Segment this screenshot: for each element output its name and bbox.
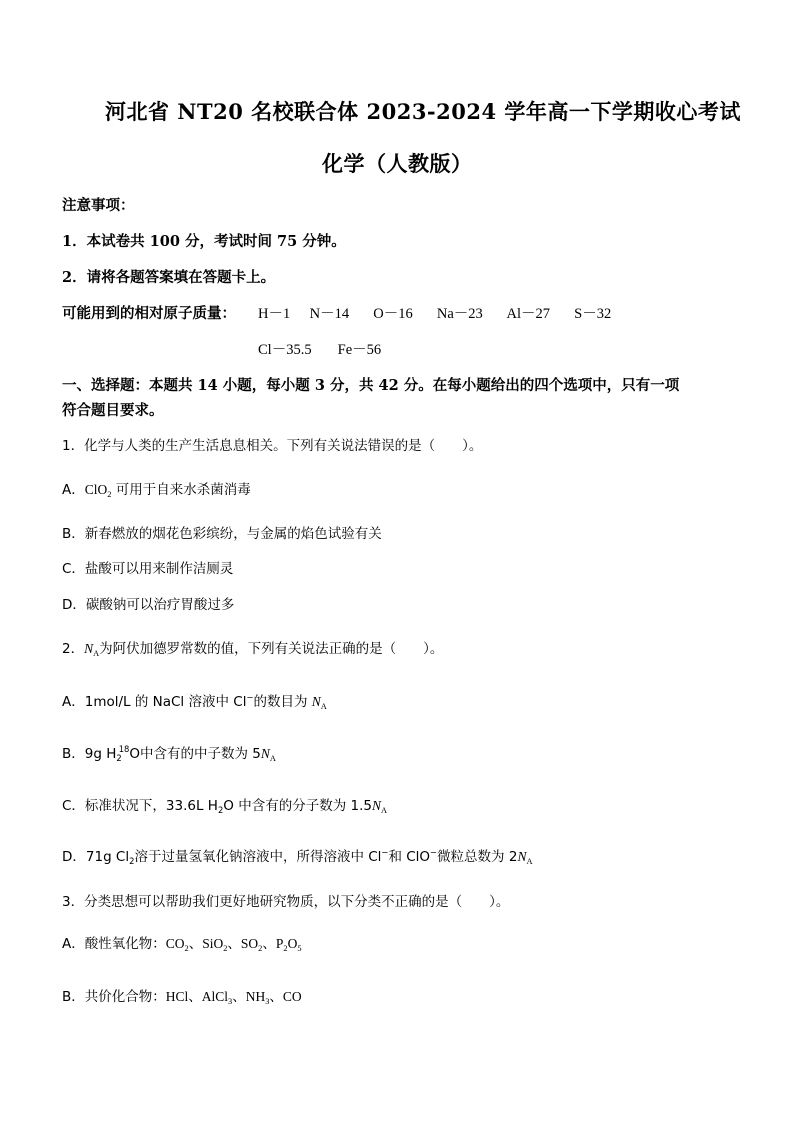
atomic-mass-line-1 <box>258 302 611 323</box>
q3-b-formula-2-sub: 3 <box>228 996 233 1006</box>
q2-b-na-sub: A <box>269 753 276 763</box>
section-heading-line-2: 符合题目要求。 <box>62 402 164 419</box>
q2-d-sup-2: − <box>430 847 438 858</box>
q3-option-b <box>62 985 302 1005</box>
notes-heading: 注意事项： <box>62 197 135 214</box>
q2-option-c <box>62 794 387 814</box>
q2-a-sup: − <box>246 692 254 703</box>
q1-option-a <box>62 478 251 498</box>
atomic-mass-na: Na－23 <box>436 306 483 322</box>
q2-d-text-2: 溶于过量氢氧化钠溶液中，所得溶液中 Cl <box>134 849 382 865</box>
q3-a-formula-2-sub: 2 <box>223 943 228 953</box>
q2-a-na-main: N <box>311 694 321 709</box>
q3-a-formula-4-sub-2: 5 <box>297 943 302 953</box>
q2-na-main: N <box>84 641 94 656</box>
q2-d-na-sub: A <box>526 856 533 866</box>
q2-c-na-main: N <box>371 798 381 813</box>
section-heading-line-1: 一、选择题：本题共 14 小题，每小题 3 分，共 42 分。在每小题给出的四个选项中，只有一项 <box>62 377 680 394</box>
q3-a-formula-2: SiO <box>202 936 224 951</box>
q1-option-a-prefix: A． <box>62 482 85 498</box>
q3-b-formula-4: CO <box>282 989 302 1004</box>
q3-b-formulas: HCl、AlCl$_3$、$NH_3$、CO <box>165 989 302 1006</box>
q2-number: 2． <box>62 641 85 657</box>
q3-a-formula-3: SO <box>240 936 259 951</box>
q2-d-sub: 2 <box>129 855 135 866</box>
q2-option-b <box>62 742 276 762</box>
q2-b-sup: 18 <box>118 744 130 755</box>
q3-stem: 3．分类思想可以帮助我们更好地研究物质，以下分类不正确的是（ ）。 <box>62 894 510 910</box>
atomic-mass-n: N－14 <box>309 306 350 322</box>
q3-b-formula-1: HCl <box>165 989 189 1004</box>
atomic-mass-o: O－16 <box>373 306 413 322</box>
q2-c-sub: 2 <box>217 804 224 815</box>
q3-b-formula-3-sub: 3 <box>265 996 270 1006</box>
q2-stem <box>62 637 443 657</box>
q3-a-formula-1-sub: 2 <box>184 943 189 953</box>
q2-b-na-main: N <box>260 746 270 761</box>
page-subtitle: 化学（人教版） <box>322 151 473 176</box>
atomic-mass-s: S－32 <box>574 306 612 322</box>
q3-a-formulas: $CO_2$、SiO$_2$、$SO_2$、$P_2O_5$ <box>165 936 302 953</box>
q2-option-d <box>62 845 533 865</box>
q3-a-formula-4: P <box>275 936 284 951</box>
q2-a-na-sub: A <box>320 701 327 711</box>
q2-stem-text: 为阿伏加德罗常数的值，下列有关说法正确的是（ ）。 <box>99 641 444 657</box>
q2-d-text-4: 微粒总数为 2 <box>437 849 518 865</box>
atomic-mass-fe: Fe－56 <box>337 342 382 358</box>
q2-b-text-1: B．9g H <box>62 746 117 762</box>
page-title: 河北省 NT20 名校联合体 2023-2024 学年高一下学期收心考试 <box>105 99 741 124</box>
q2-c-na <box>372 798 387 813</box>
q2-d-text-3: 和 ClO <box>388 849 431 865</box>
q2-na-sub: A <box>93 648 100 658</box>
q2-b-na <box>261 746 276 761</box>
atomic-mass-h: H－1 <box>258 306 291 322</box>
notes-item-1: 1．本试卷共 100 分，考试时间 75 分钟。 <box>62 233 346 250</box>
q1-stem: 1．化学与人类的生产生活息息相关。下列有关说法错误的是（ ）。 <box>62 438 483 454</box>
q3-a-formula-3-sub: 2 <box>258 943 263 953</box>
q1-formula-main: ClO <box>84 482 108 497</box>
q2-d-sup-1: − <box>381 847 389 858</box>
q1-option-a-formula <box>85 482 112 497</box>
atomic-mass-al: Al－27 <box>506 306 550 322</box>
q1-option-d: D．碳酸钠可以治疗胃酸过多 <box>62 597 235 613</box>
atomic-mass-label: 可能用到的相对原子质量： <box>62 305 236 322</box>
q2-c-na-sub: A <box>380 805 388 815</box>
atomic-mass-cl: Cl－35.5 <box>258 342 312 358</box>
q3-a-formula-4-sub-1: 2 <box>283 943 288 953</box>
q2-a-na <box>312 694 327 709</box>
q3-a-label: A．酸性氧化物： <box>62 936 166 952</box>
q1-formula-sub: 2 <box>107 489 112 499</box>
q2-d-na-main: N <box>517 849 527 864</box>
q2-a-text-2: 的数目为 <box>253 694 312 710</box>
q2-option-a <box>62 690 327 710</box>
atomic-mass-line-2 <box>258 338 381 359</box>
q2-b-text-2: O中含有的中子数为 5 <box>129 746 261 762</box>
q2-a-text-1: A．1mol/L 的 NaCl 溶液中 Cl <box>62 694 247 710</box>
q2-c-text-2: O 中含有的分子数为 1.5 <box>223 798 372 814</box>
q2-c-text-1: C．标准状况下，33.6L H <box>62 798 218 814</box>
q3-a-formula-1: CO <box>165 936 185 951</box>
q1-option-b: B．新春燃放的烟花色彩缤纷，与金属的焰色试验有关 <box>62 526 382 542</box>
q2-d-na <box>517 849 532 864</box>
q1-option-c: C．盐酸可以用来制作洁厕灵 <box>62 561 234 577</box>
q3-b-formula-2: AlCl <box>201 989 229 1004</box>
notes-item-2: 2．请将各题答案填在答题卡上。 <box>62 269 276 286</box>
q3-b-formula-3: NH <box>245 989 266 1004</box>
q2-d-text-1: D．71g Cl <box>62 849 130 865</box>
q1-option-a-text: 可用于自来水杀菌消毒 <box>111 482 251 498</box>
q2-b-sub: 2 <box>116 752 122 763</box>
q3-option-a <box>62 932 302 952</box>
q2-na-symbol <box>84 641 99 656</box>
q3-b-label: B．共价化合物： <box>62 989 166 1005</box>
